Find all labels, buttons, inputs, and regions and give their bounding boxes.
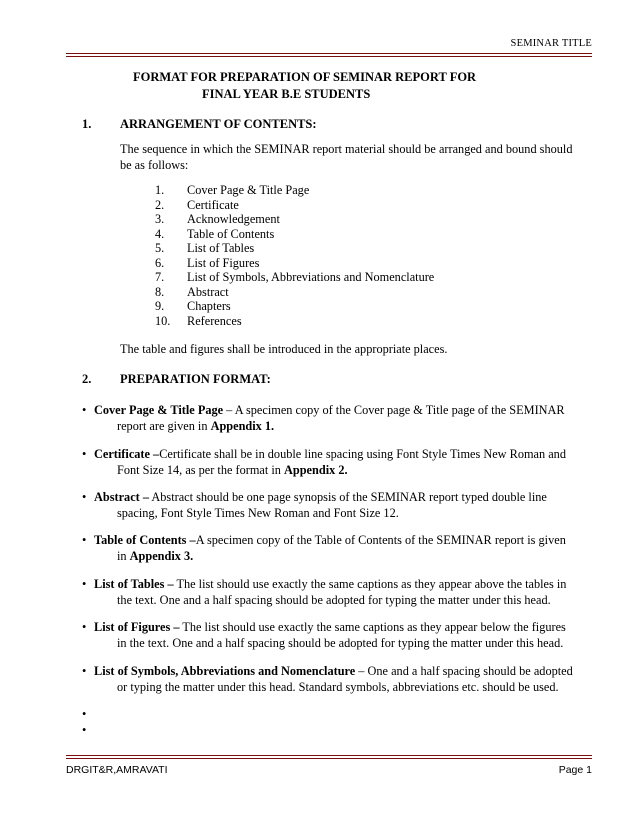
contents-list bbox=[155, 183, 434, 328]
bullet-list-of-tables: • List of Tables – The list should use exactly the same captions as they appear above the tables in the text. One and a half spacing should be adopted for typing the matter under this head. bbox=[82, 577, 567, 607]
list-item: 4. Table of Contents bbox=[155, 226, 275, 241]
list-item: 3. Acknowledgement bbox=[155, 212, 280, 226]
document-title bbox=[0, 69, 638, 103]
section-title: ARRANGEMENT OF CONTENTS: bbox=[120, 117, 317, 131]
running-header: SEMINAR TITLE bbox=[510, 38, 592, 49]
bullet-table-of-contents: • Table of Contents –A specimen copy of the Table of Contents of the SEMINAR report is given in Appendix 3. bbox=[82, 533, 566, 563]
page-number: Page 1 bbox=[558, 764, 592, 776]
section-1-closing: The table and figures shall be introduced in the appropriate places. bbox=[120, 342, 448, 356]
list-item: 7. List of Symbols, Abbreviations and Nomenclature bbox=[155, 270, 435, 284]
empty-bullet-icon: • bbox=[82, 723, 87, 737]
section-number: 2. bbox=[82, 372, 92, 386]
list-item: 9. Chapters bbox=[155, 299, 231, 313]
bullet-icon: • bbox=[82, 403, 87, 417]
intro-line-2: be as follows: bbox=[120, 158, 189, 172]
section-2-heading bbox=[82, 372, 271, 387]
bullet-list-of-symbols: • List of Symbols, Abbreviations and Nomenclature – One and a half spacing should be adopted or typing the matter under this head. Standard symbols, abbreviations etc. should be used. bbox=[82, 664, 573, 694]
list-item: 10. References bbox=[155, 313, 242, 328]
bullet-abstract: • Abstract – Abstract should be one page synopsis of the SEMINAR report typed double line spacing, Font Style Times New Roman and Font Size 12. bbox=[82, 490, 547, 520]
bullet-list-of-figures: • List of Figures – The list should use exactly the same captions as they appear below the figures in the text. One and a half spacing should be adopted for typing the matter under this head. bbox=[82, 620, 566, 650]
empty-bullet-icon: • bbox=[82, 707, 87, 721]
title-line-1: FORMAT FOR PREPARATION OF SEMINAR REPORT FOR bbox=[133, 70, 477, 84]
list-item: 6. List of Figures bbox=[155, 255, 260, 270]
list-item: 5. List of Tables bbox=[155, 241, 255, 255]
bullet-icon: • bbox=[82, 447, 87, 461]
list-item: 8. Abstract bbox=[155, 284, 229, 299]
bullet-icon: • bbox=[82, 664, 87, 678]
footer-institution: DRGIT&R,AMRAVATI bbox=[66, 764, 168, 776]
bullet-certificate: • Certificate –Certificate shall be in double line spacing using Font Style Times New Roman and Font Size 14, as per the format in Appendix 2. bbox=[82, 447, 566, 477]
bullet-icon: • bbox=[82, 577, 87, 591]
title-line-2: FINAL YEAR B.E STUDENTS bbox=[202, 87, 371, 101]
section-title: PREPARATION FORMAT: bbox=[120, 372, 271, 386]
intro-line-1: The sequence in which the SEMINAR report material should be arranged and bound should bbox=[120, 142, 573, 156]
bullet-cover-page: • Cover Page & Title Page – A specimen copy of the Cover page & Title page of the SEMINAR report are given in Appendix 1. bbox=[82, 403, 565, 433]
bullet-icon: • bbox=[82, 490, 87, 504]
bullet-icon: • bbox=[82, 620, 87, 634]
bullet-icon: • bbox=[82, 533, 87, 547]
section-1-intro bbox=[120, 141, 588, 173]
list-item: 1. Cover Page & Title Page bbox=[155, 183, 310, 197]
section-1-heading bbox=[82, 117, 317, 132]
section-number: 1. bbox=[82, 117, 92, 131]
list-item: 2. Certificate bbox=[155, 197, 239, 212]
